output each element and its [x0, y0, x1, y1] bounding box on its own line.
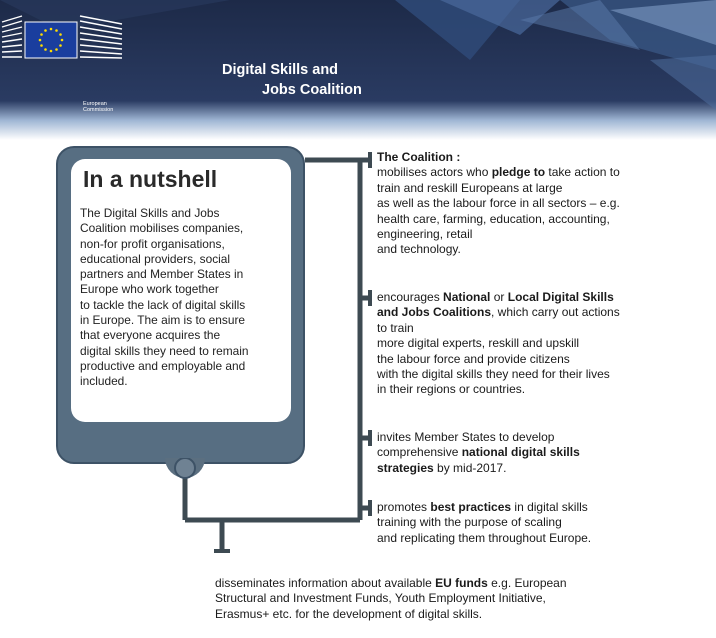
branch-3-cap	[368, 430, 372, 446]
coalition-item-2: encourages National or Local Digital Skills and Jobs Coalitions, which carry out actions to train more digital experts, reskill and upskill the labour force and provide citizens with the digital skills they need for their lives in their regions or countries.	[377, 290, 620, 397]
tablet-home-button	[160, 458, 210, 490]
title-line-1: Digital Skills and	[222, 62, 339, 78]
branch-5-cap	[214, 549, 230, 553]
coalition-heading: The Coalition :	[377, 150, 461, 164]
nutshell-body: The Digital Skills and Jobs Coalition mobilises companies, non-for profit organisations, educational providers, social partners and Member States in Europe who work together to tackle the lack of digital skills in Europe. The aim is to ensure that everyone acquires the digital skills they need to remain productive and employable and included.	[80, 206, 249, 389]
coalition-item-1: The Coalition : mobilises actors who pledge to take action to train and reskill Europeans at large as well as the labour force in all sectors – e.g. health care, farming, education, accounting, engineering, retail and technology.	[377, 150, 677, 258]
branch-2-cap	[368, 290, 372, 306]
organization-name: European Commission	[83, 101, 114, 113]
branch-4-cap	[368, 500, 372, 516]
nutshell-title: In a nutshell	[83, 166, 218, 192]
coalition-item-5: disseminates information about available EU funds e.g. European Structural and Investment Funds, Youth Employment Initiative, Erasmus+ etc. for the development of digital skills.	[215, 576, 567, 621]
branch-1-cap	[368, 152, 372, 168]
coalition-item-4: promotes best practices in digital skills training with the purpose of scaling and replicating them throughout Europe.	[377, 500, 592, 545]
title-line-2: Jobs Coalition	[262, 82, 362, 98]
coalition-item-3: invites Member States to develop comprehensive national digital skills strategies by mid-2017.	[377, 430, 580, 475]
